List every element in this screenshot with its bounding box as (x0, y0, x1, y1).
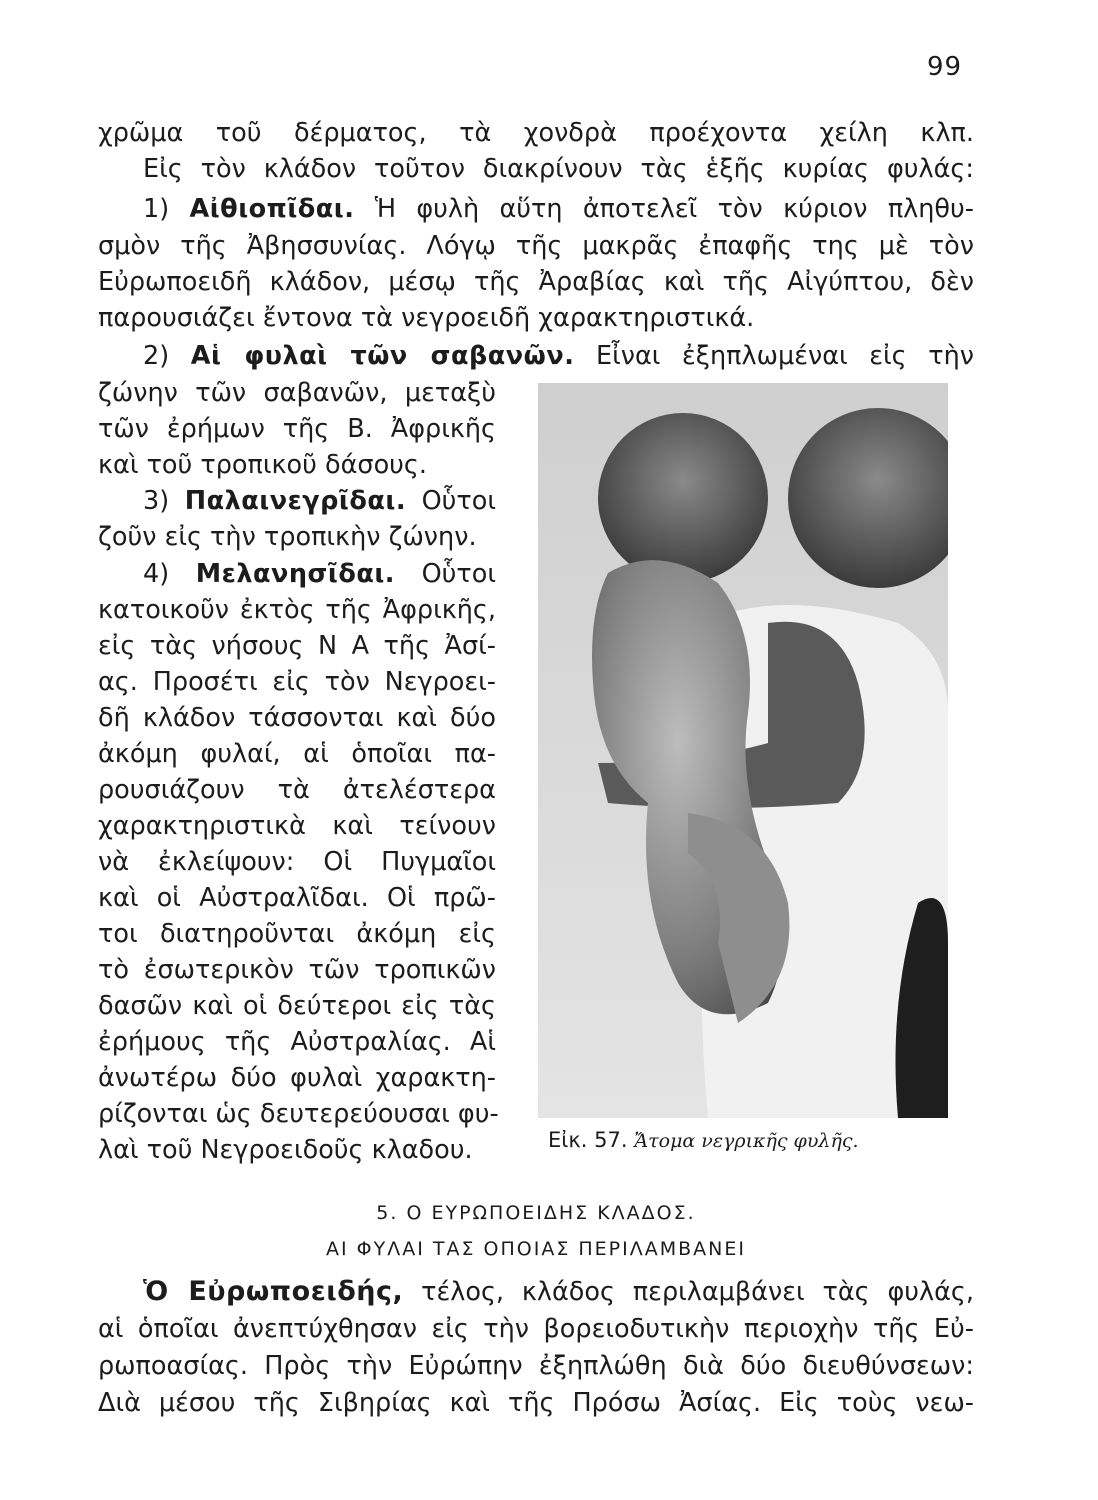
europoid-first-text: τέλος, κλάδος περιλαμβάνει τὰς φυλάς, (421, 1277, 974, 1307)
race-name: Αἰθιοπῖδαι. (189, 194, 355, 224)
text-line: καὶ τοῦ τροπικοῦ δάσους. (98, 450, 427, 480)
race-number: 4) (143, 559, 170, 589)
text-line: αἱ ὁποῖαι ἀνεπτύχθησαν εἰς τὴν βορειοδυτικὴν περιοχὴν τῆς Εὐ- (98, 1314, 974, 1344)
race-text: Οὗτοι (421, 559, 497, 589)
text-line: χαρακτηριστικὰ καὶ τείνουν (98, 811, 496, 841)
race-name: Παλαινεγρῖδαι. (184, 486, 407, 516)
photo-illustration (538, 383, 948, 1118)
figure-label: Εἰκ. 57. (548, 1128, 628, 1152)
race-number: 2) (143, 341, 170, 371)
race-entry-1 (143, 193, 974, 225)
europoid-first-line (143, 1276, 974, 1308)
text-line: Εἰς τὸν κλάδον τοῦτον διακρίνουν τὰς ἑξῆς κυρίας φυλάς: (143, 154, 974, 184)
text-line: ρίζονται ὡς δευτερεύουσαι φυ- (98, 1099, 499, 1129)
figure-title: Ἄτομα νεγρικῆς φυλῆς. (634, 1130, 859, 1152)
text-line: Εὐρωποειδῆ κλάδον, μέσῳ τῆς Ἀραβίας καὶ τῆς Αἰγύπτου, δὲν (98, 267, 974, 297)
text-line: σμὸν τῆς Ἀβησσυνίας. Λόγῳ τῆς μακρᾶς ἐπαφῆς της μὲ τὸν (98, 231, 974, 261)
text-line: λαὶ τοῦ Νεγροειδοῦς κλαδου. (98, 1135, 473, 1165)
race-entry-3 (143, 485, 496, 517)
figure-caption (548, 1128, 948, 1152)
text-line: ρωποασίας. Πρὸς τὴν Εὐρώπην ἐξηπλώθη διὰ δύο διευθύνσεων: (98, 1351, 974, 1381)
race-name: Μελανησῖδαι. (195, 559, 395, 589)
photograph (538, 383, 948, 1118)
europoid-lead: Ὁ Εὐρωποειδής, (143, 1276, 404, 1307)
text-line: ας. Προσέτι εἰς τὸν Νεγροει- (98, 667, 496, 697)
race-text: Οὗτοι (421, 486, 497, 516)
text-line: χρῶμα τοῦ δέρματος, τὰ χονδρὰ προέχοντα χείλη κλπ. (98, 118, 974, 148)
race-number: 1) (143, 194, 170, 224)
text-line: ἀκόμη φυλαί, αἱ ὁποῖαι πα- (98, 739, 496, 769)
section-title: 5. Ο ΕΥΡΩΠΟΕΙΔΗΣ ΚΛΑΔΟΣ. (376, 1202, 696, 1224)
race-name: Αἱ φυλαὶ τῶν σαβανῶν. (190, 341, 575, 371)
text-line: τὸ ἐσωτερικὸν τῶν τροπικῶν (98, 955, 496, 985)
text-line: ζοῦν εἰς τὴν τροπικὴν ζώνην. (98, 522, 477, 552)
text-line: νὰ ἐκλείψουν: Οἱ Πυγμαῖοι (98, 847, 496, 877)
text-line: κατοικοῦν ἐκτὸς τῆς Ἀφρικῆς, (98, 595, 496, 625)
text-line: ρουσιάζουν τὰ ἀτελέστερα (98, 775, 496, 805)
text-line: καὶ οἱ Αὐστραλῖδαι. Οἱ πρῶ- (98, 883, 496, 913)
text-line: ἐρήμους τῆς Αὐστραλίας. Αἱ (98, 1027, 496, 1057)
text-line: Διὰ μέσου τῆς Σιβηρίας καὶ τῆς Πρόσω Ἀσίας. Εἰς τοὺς νεω- (98, 1388, 974, 1418)
text-line: ζώνην τῶν σαβανῶν, μεταξὺ (98, 378, 496, 408)
race-entry-4 (143, 558, 496, 590)
race-number: 3) (143, 486, 170, 516)
text-line: τῶν ἐρήμων τῆς Β. Ἀφρικῆς (98, 414, 496, 444)
section-subtitle: ΑΙ ΦΥΛΑΙ ΤΑΣ ΟΠΟΙΑΣ ΠΕΡΙΛΑΜΒΑΝΕΙ (326, 1238, 746, 1260)
text-line: δῆ κλάδον τάσσονται καὶ δύο (98, 703, 496, 733)
race-entry-2 (143, 340, 974, 372)
race-text: Εἶναι ἐξηπλωμέναι εἰς τὴν (596, 341, 975, 371)
text-line: παρουσιάζει ἔντονα τὰ νεγροειδῆ χαρακτηριστικά. (98, 303, 755, 333)
text-line: δασῶν καὶ οἱ δεύτεροι εἰς τὰς (98, 991, 496, 1021)
text-line: τοι διατηροῦνται ἀκόμη εἰς (98, 919, 496, 949)
race-text: Ἡ φυλὴ αὕτη ἀποτελεῖ τὸν κύριον πληθυ- (374, 194, 974, 224)
page-number: 99 (927, 52, 963, 82)
text-line: εἰς τὰς νήσους Ν Α τῆς Ἀσί- (98, 631, 496, 661)
text-line: ἀνωτέρω δύο φυλαὶ χαρακτη- (98, 1063, 496, 1093)
